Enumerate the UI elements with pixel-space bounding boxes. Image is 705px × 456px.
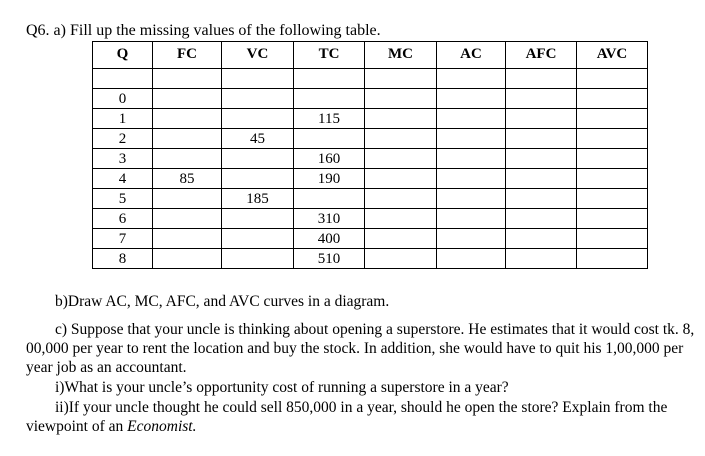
- table-row: [93, 209, 648, 229]
- table-cell-ac: [437, 249, 506, 269]
- table-cell-ac: [437, 149, 506, 169]
- table-cell-fc: [153, 149, 222, 169]
- table-cell-fc: [153, 109, 222, 129]
- table-cell-avc: [577, 229, 648, 249]
- table-cell-ac: [437, 109, 506, 129]
- table-cell-ac: [437, 189, 506, 209]
- header-afc: AFC: [506, 42, 577, 69]
- table-row: [93, 189, 648, 209]
- table-cell-ac: [437, 169, 506, 189]
- table-row: [93, 89, 648, 109]
- question-title: Q6. a) Fill up the missing values of the following table.: [26, 22, 381, 39]
- header-mc: MC: [365, 42, 437, 69]
- table-cell-fc: [153, 89, 222, 109]
- table-row: [93, 229, 648, 249]
- table-cell-tc: 160: [294, 149, 365, 169]
- table-cell-q: 0: [93, 89, 153, 109]
- table-cell-afc: [506, 189, 577, 209]
- table-cell-avc: [577, 169, 648, 189]
- table-cell-avc: [577, 249, 648, 269]
- table-cell-mc: [365, 249, 437, 269]
- table-cell-mc: [365, 169, 437, 189]
- table-cell-q: 5: [93, 189, 153, 209]
- table-cell-vc: [222, 249, 294, 269]
- table-cell-afc: [506, 249, 577, 269]
- table-cell-q: 6: [93, 209, 153, 229]
- table-cell-fc: [153, 189, 222, 209]
- table-cell-afc: [506, 89, 577, 109]
- table-cell-q: 1: [93, 109, 153, 129]
- table-cell-mc: [365, 129, 437, 149]
- table-cell-q: 4: [93, 169, 153, 189]
- table-header-row: [93, 42, 648, 69]
- table-cell-avc: [577, 149, 648, 169]
- part-c-i-text: i)What is your uncle’s opportunity cost of running a superstore in a year?: [55, 379, 509, 396]
- table-cell-tc: [294, 189, 365, 209]
- table-cell-tc: 115: [294, 109, 365, 129]
- table-cell-afc: [506, 149, 577, 169]
- table-cell-vc: [222, 209, 294, 229]
- table-cell-avc: [577, 89, 648, 109]
- table-cell-mc: [365, 189, 437, 209]
- table-cell-q: 2: [93, 129, 153, 149]
- table-cell-mc: [365, 89, 437, 109]
- table-cell-vc: [222, 149, 294, 169]
- part-c-text: c) Suppose that your uncle is thinking about opening a superstore. He estimates that it would cost tk. 8, 00,000 per year to rent the location and buy the stock. In addition, she would have to quit his 1,00,000 per year job as an accountant.: [26, 321, 695, 376]
- table-cell-avc: [577, 189, 648, 209]
- table-cell-mc: [365, 109, 437, 129]
- table-cell-tc: [294, 89, 365, 109]
- table-row: [93, 149, 648, 169]
- table-cell-tc: 190: [294, 169, 365, 189]
- table-cell-q: 7: [93, 229, 153, 249]
- table-cell-tc: 400: [294, 229, 365, 249]
- table-cell-mc: [365, 209, 437, 229]
- table-cell-fc: [153, 209, 222, 229]
- table-cell-avc: [577, 109, 648, 129]
- table-cell-avc: [577, 129, 648, 149]
- table-cell-ac: [437, 209, 506, 229]
- table-cell-afc: [506, 129, 577, 149]
- table-cell-mc: [365, 229, 437, 249]
- table-cell-mc: [365, 149, 437, 169]
- table-row: [93, 249, 648, 269]
- part-c-ii-body: ii)If your uncle thought he could sell 850,000 in a year, should he open the store? Explain from the viewpoint of an: [26, 399, 668, 435]
- table-cell-fc: [153, 249, 222, 269]
- table-body: [93, 69, 648, 269]
- header-tc: TC: [294, 42, 365, 69]
- part-c-ii-emphasis: Economist.: [127, 418, 197, 435]
- table-cell-avc: [577, 209, 648, 229]
- table-cell-afc: [506, 109, 577, 129]
- table-cell-vc: [222, 229, 294, 249]
- table-cell-q: 8: [93, 249, 153, 269]
- table-cell-vc: 185: [222, 189, 294, 209]
- table-cell-afc: [506, 229, 577, 249]
- header-ac: AC: [437, 42, 506, 69]
- table-cell-ac: [437, 229, 506, 249]
- table-cell-tc: 310: [294, 209, 365, 229]
- table-cell-fc: [153, 129, 222, 149]
- header-avc: AVC: [577, 42, 648, 69]
- table-row: [93, 169, 648, 189]
- table-cell-afc: [506, 209, 577, 229]
- table-row: [93, 109, 648, 129]
- header-q: Q: [93, 42, 153, 69]
- header-vc: VC: [222, 42, 294, 69]
- part-b-text: b)Draw AC, MC, AFC, and AVC curves in a diagram.: [55, 293, 390, 310]
- table-cell-vc: [222, 169, 294, 189]
- table-cell-vc: [222, 89, 294, 109]
- table-cell-q: 3: [93, 149, 153, 169]
- table-cell-tc: [294, 129, 365, 149]
- table-spacer-row: [93, 69, 648, 89]
- table-cell-ac: [437, 129, 506, 149]
- table-cell-afc: [506, 169, 577, 189]
- table-cell-ac: [437, 89, 506, 109]
- table-cell-fc: [153, 229, 222, 249]
- table-cell-fc: 85: [153, 169, 222, 189]
- header-fc: FC: [153, 42, 222, 69]
- table-cell-tc: 510: [294, 249, 365, 269]
- table-cell-vc: 45: [222, 129, 294, 149]
- cost-table: [92, 41, 648, 269]
- table-cell-vc: [222, 109, 294, 129]
- table-row: [93, 129, 648, 149]
- part-c-ii-text: [26, 398, 698, 436]
